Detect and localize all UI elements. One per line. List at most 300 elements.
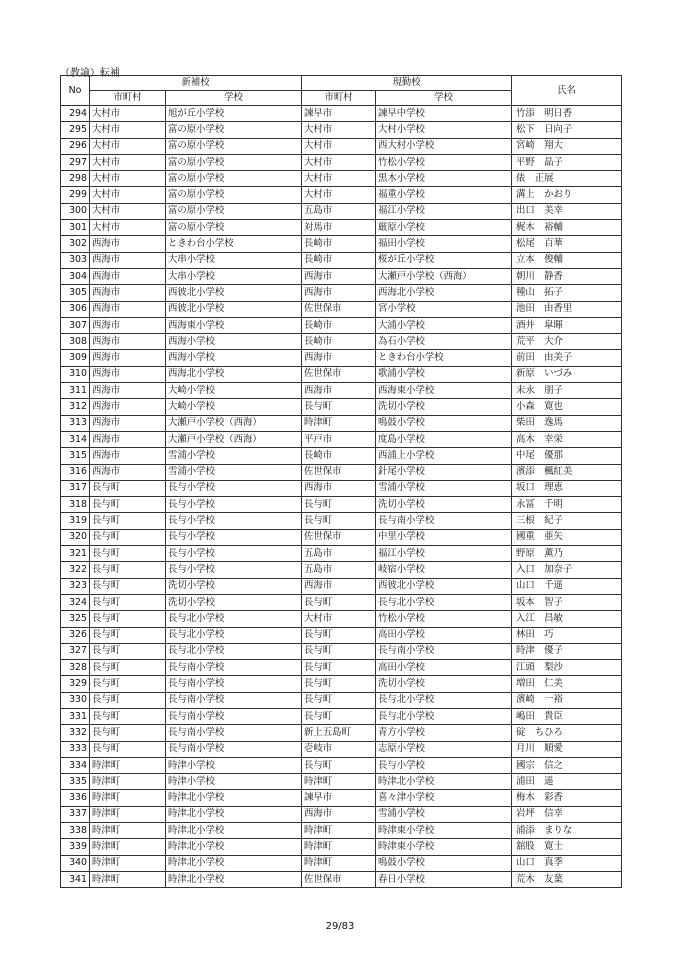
table-row <box>61 871 622 887</box>
header-new-school-name: 学校 <box>166 91 302 106</box>
current-municipality-cell: 西海市 <box>302 806 376 822</box>
current-municipality-cell: 長与町 <box>302 513 376 529</box>
new-municipality-cell: 長与町 <box>90 562 166 578</box>
teacher-name-cell: 立本 俊輔 <box>512 252 622 268</box>
new-school-cell: 雪浦小学校 <box>166 464 302 480</box>
row-no-cell: 301 <box>61 220 90 236</box>
current-municipality-cell: 時津町 <box>302 823 376 839</box>
new-school-cell: 長与南小学校 <box>166 660 302 676</box>
current-municipality-cell: 長与町 <box>302 594 376 610</box>
new-school-cell: 長与小学校 <box>166 562 302 578</box>
table-row <box>61 301 622 317</box>
current-school-cell: 黒木小学校 <box>376 171 512 187</box>
new-school-cell: 時津小学校 <box>166 774 302 790</box>
table-row <box>61 643 622 659</box>
new-municipality-cell: 西海市 <box>90 350 166 366</box>
table-row <box>61 122 622 138</box>
teacher-name-cell: 舘股 寛士 <box>512 839 622 855</box>
table-row <box>61 464 622 480</box>
current-school-cell: 時津北小学校 <box>376 774 512 790</box>
new-school-cell: 富の原小学校 <box>166 122 302 138</box>
row-no-cell: 317 <box>61 480 90 496</box>
current-school-cell: 雪浦小学校 <box>376 806 512 822</box>
table-row <box>61 578 622 594</box>
current-municipality-cell: 大村市 <box>302 187 376 203</box>
current-school-cell: 鳴鼓小学校 <box>376 415 512 431</box>
row-no-cell: 340 <box>61 855 90 871</box>
new-municipality-cell: 長与町 <box>90 741 166 757</box>
current-school-cell: 厳原小学校 <box>376 220 512 236</box>
table-row <box>61 855 622 871</box>
row-no-cell: 319 <box>61 513 90 529</box>
current-municipality-cell: 長与町 <box>302 497 376 513</box>
teacher-name-cell: 新原 いづみ <box>512 366 622 382</box>
table-row <box>61 823 622 839</box>
new-municipality-cell: 長与町 <box>90 497 166 513</box>
teacher-name-cell: 碇 ちひろ <box>512 725 622 741</box>
new-school-cell: 大崎小学校 <box>166 383 302 399</box>
row-no-cell: 321 <box>61 546 90 562</box>
teacher-name-cell: 末永 朋子 <box>512 383 622 399</box>
current-school-cell: 西大村小学校 <box>376 138 512 154</box>
new-school-cell: 長与南小学校 <box>166 708 302 724</box>
teacher-name-cell: 荒平 大介 <box>512 334 622 350</box>
new-school-cell: 大瀬戸小学校（西海） <box>166 431 302 447</box>
new-school-cell: 時津北小学校 <box>166 823 302 839</box>
teacher-name-cell: 平野 晶子 <box>512 154 622 170</box>
current-municipality-cell: 佐世保市 <box>302 366 376 382</box>
teacher-name-cell: 浦添 まりな <box>512 823 622 839</box>
new-school-cell: 富の原小学校 <box>166 138 302 154</box>
teacher-name-cell: 國重 亜矢 <box>512 529 622 545</box>
teacher-name-cell: 出口 美幸 <box>512 203 622 219</box>
current-municipality-cell: 西海市 <box>302 350 376 366</box>
table-row <box>61 236 622 252</box>
new-school-cell: 時津北小学校 <box>166 790 302 806</box>
teacher-name-cell: 嶋田 貴臣 <box>512 708 622 724</box>
current-school-cell: 青方小学校 <box>376 725 512 741</box>
current-school-cell: 長与南小学校 <box>376 513 512 529</box>
table-row <box>61 627 622 643</box>
teacher-name-cell: 柴田 逸馬 <box>512 415 622 431</box>
row-no-cell: 303 <box>61 252 90 268</box>
row-no-cell: 333 <box>61 741 90 757</box>
row-no-cell: 307 <box>61 317 90 333</box>
current-school-cell: 針尾小学校 <box>376 464 512 480</box>
new-municipality-cell: 長与町 <box>90 643 166 659</box>
current-municipality-cell: 壱岐市 <box>302 741 376 757</box>
current-school-cell: 長与北小学校 <box>376 594 512 610</box>
teacher-name-cell: 山口 真季 <box>512 855 622 871</box>
new-school-cell: 雪浦小学校 <box>166 448 302 464</box>
row-no-cell: 334 <box>61 757 90 773</box>
current-municipality-cell: 諫早市 <box>302 106 376 122</box>
current-municipality-cell: 西海市 <box>302 268 376 284</box>
current-school-cell: 福江小学校 <box>376 203 512 219</box>
current-municipality-cell: 諫早市 <box>302 790 376 806</box>
new-school-cell: 富の原小学校 <box>166 187 302 203</box>
teacher-name-cell: 永冨 千明 <box>512 497 622 513</box>
current-school-cell: 岐宿小学校 <box>376 562 512 578</box>
table-row <box>61 839 622 855</box>
current-school-cell: 桜が丘小学校 <box>376 252 512 268</box>
new-school-cell: 旭が丘小学校 <box>166 106 302 122</box>
current-municipality-cell: 時津町 <box>302 855 376 871</box>
new-municipality-cell: 西海市 <box>90 301 166 317</box>
teacher-name-cell: 入江 昌敏 <box>512 611 622 627</box>
header-new-school: 新補校 <box>90 76 302 91</box>
row-no-cell: 305 <box>61 285 90 301</box>
table-row <box>61 383 622 399</box>
row-no-cell: 302 <box>61 236 90 252</box>
row-no-cell: 315 <box>61 448 90 464</box>
current-municipality-cell: 長与町 <box>302 627 376 643</box>
current-school-cell: 洗切小学校 <box>376 497 512 513</box>
new-school-cell: 洗切小学校 <box>166 578 302 594</box>
new-school-cell: 長与小学校 <box>166 513 302 529</box>
teacher-name-cell: 月川 順愛 <box>512 741 622 757</box>
current-municipality-cell: 大村市 <box>302 611 376 627</box>
current-school-cell: 喜々津小学校 <box>376 790 512 806</box>
new-school-cell: 長与南小学校 <box>166 692 302 708</box>
row-no-cell: 322 <box>61 562 90 578</box>
new-municipality-cell: 長与町 <box>90 480 166 496</box>
new-school-cell: 西彼北小学校 <box>166 285 302 301</box>
current-school-cell: 春日小学校 <box>376 871 512 887</box>
current-municipality-cell: 長崎市 <box>302 334 376 350</box>
current-municipality-cell: 長与町 <box>302 660 376 676</box>
teacher-name-cell: 江頭 梨沙 <box>512 660 622 676</box>
new-school-cell: 富の原小学校 <box>166 171 302 187</box>
new-municipality-cell: 時津町 <box>90 757 166 773</box>
current-municipality-cell: 長与町 <box>302 399 376 415</box>
current-municipality-cell: 新上五島町 <box>302 725 376 741</box>
new-municipality-cell: 長与町 <box>90 725 166 741</box>
page-caption: （教諭）転補 <box>60 68 120 79</box>
current-school-cell: 福江小学校 <box>376 546 512 562</box>
current-school-cell: 福田小学校 <box>376 236 512 252</box>
new-municipality-cell: 西海市 <box>90 317 166 333</box>
new-municipality-cell: 長与町 <box>90 546 166 562</box>
row-no-cell: 310 <box>61 366 90 382</box>
table-row <box>61 317 622 333</box>
table-row <box>61 513 622 529</box>
new-school-cell: 西海小学校 <box>166 334 302 350</box>
teacher-name-cell: 入口 加奈子 <box>512 562 622 578</box>
row-no-cell: 338 <box>61 823 90 839</box>
new-municipality-cell: 長与町 <box>90 513 166 529</box>
new-municipality-cell: 西海市 <box>90 415 166 431</box>
new-school-cell: 長与北小学校 <box>166 611 302 627</box>
row-no-cell: 326 <box>61 627 90 643</box>
table-row <box>61 546 622 562</box>
new-municipality-cell: 時津町 <box>90 823 166 839</box>
current-municipality-cell: 西海市 <box>302 480 376 496</box>
row-no-cell: 297 <box>61 154 90 170</box>
table-row <box>61 594 622 610</box>
new-municipality-cell: 時津町 <box>90 790 166 806</box>
table-row <box>61 676 622 692</box>
new-school-cell: 長与北小学校 <box>166 627 302 643</box>
new-municipality-cell: 西海市 <box>90 448 166 464</box>
row-no-cell: 332 <box>61 725 90 741</box>
current-school-cell: 洗切小学校 <box>376 676 512 692</box>
page-number: 29/83 <box>325 921 355 932</box>
current-municipality-cell: 五島市 <box>302 203 376 219</box>
new-municipality-cell: 大村市 <box>90 154 166 170</box>
current-municipality-cell: 長崎市 <box>302 448 376 464</box>
new-school-cell: 長与小学校 <box>166 529 302 545</box>
teacher-name-cell: 松尾 百華 <box>512 236 622 252</box>
row-no-cell: 295 <box>61 122 90 138</box>
new-municipality-cell: 西海市 <box>90 431 166 447</box>
header-no: No <box>61 76 90 106</box>
table-row <box>61 708 622 724</box>
current-school-cell: 高田小学校 <box>376 627 512 643</box>
table-row <box>61 366 622 382</box>
new-municipality-cell: 時津町 <box>90 855 166 871</box>
new-municipality-cell: 大村市 <box>90 220 166 236</box>
new-municipality-cell: 長与町 <box>90 578 166 594</box>
row-no-cell: 308 <box>61 334 90 350</box>
teacher-name-cell: 種山 拓子 <box>512 285 622 301</box>
new-school-cell: 時津北小学校 <box>166 806 302 822</box>
row-no-cell: 306 <box>61 301 90 317</box>
new-municipality-cell: 大村市 <box>90 106 166 122</box>
transfer-table <box>60 75 622 888</box>
current-school-cell: 鳴鼓小学校 <box>376 855 512 871</box>
new-municipality-cell: 長与町 <box>90 676 166 692</box>
table-row <box>61 252 622 268</box>
row-no-cell: 331 <box>61 708 90 724</box>
current-school-cell: 為石小学校 <box>376 334 512 350</box>
row-no-cell: 311 <box>61 383 90 399</box>
table-row <box>61 171 622 187</box>
current-municipality-cell: 長与町 <box>302 692 376 708</box>
current-school-cell: 時津東小学校 <box>376 823 512 839</box>
table-row <box>61 497 622 513</box>
current-municipality-cell: 佐世保市 <box>302 301 376 317</box>
teacher-name-cell: 中尾 優那 <box>512 448 622 464</box>
current-municipality-cell: 佐世保市 <box>302 871 376 887</box>
teacher-name-cell: 山口 千遥 <box>512 578 622 594</box>
teacher-name-cell: 俵 正展 <box>512 171 622 187</box>
new-school-cell: 長与南小学校 <box>166 725 302 741</box>
current-municipality-cell: 長崎市 <box>302 252 376 268</box>
current-municipality-cell: 平戸市 <box>302 431 376 447</box>
current-school-cell: 時津東小学校 <box>376 839 512 855</box>
current-municipality-cell: 長与町 <box>302 643 376 659</box>
current-school-cell: 中里小学校 <box>376 529 512 545</box>
new-school-cell: 長与南小学校 <box>166 741 302 757</box>
teacher-name-cell: 浦田 遥 <box>512 774 622 790</box>
current-municipality-cell: 時津町 <box>302 415 376 431</box>
row-no-cell: 335 <box>61 774 90 790</box>
table-row <box>61 529 622 545</box>
current-school-cell: 西浦上小学校 <box>376 448 512 464</box>
row-no-cell: 316 <box>61 464 90 480</box>
new-municipality-cell: 時津町 <box>90 871 166 887</box>
current-municipality-cell: 長崎市 <box>302 317 376 333</box>
teacher-name-cell: 荒木 友葉 <box>512 871 622 887</box>
table-row <box>61 562 622 578</box>
row-no-cell: 325 <box>61 611 90 627</box>
current-municipality-cell: 長与町 <box>302 708 376 724</box>
table-row <box>61 741 622 757</box>
teacher-name-cell: 高木 幸栄 <box>512 431 622 447</box>
current-municipality-cell: 西海市 <box>302 578 376 594</box>
row-no-cell: 296 <box>61 138 90 154</box>
current-school-cell: 福重小学校 <box>376 187 512 203</box>
current-school-cell: 志原小学校 <box>376 741 512 757</box>
row-no-cell: 341 <box>61 871 90 887</box>
table-row <box>61 399 622 415</box>
teacher-name-cell: 小森 寛也 <box>512 399 622 415</box>
teacher-name-cell: 梅木 彩香 <box>512 790 622 806</box>
current-school-cell: 西彼北小学校 <box>376 578 512 594</box>
header-row-top <box>61 76 622 91</box>
teacher-name-cell: 増田 仁美 <box>512 676 622 692</box>
row-no-cell: 313 <box>61 415 90 431</box>
teacher-name-cell: 國宗 信之 <box>512 757 622 773</box>
new-municipality-cell: 西海市 <box>90 252 166 268</box>
table-row <box>61 790 622 806</box>
new-municipality-cell: 大村市 <box>90 171 166 187</box>
table-row <box>61 415 622 431</box>
current-municipality-cell: 長与町 <box>302 676 376 692</box>
header-current-school-name: 学校 <box>376 91 512 106</box>
table-row <box>61 138 622 154</box>
table-row <box>61 692 622 708</box>
row-no-cell: 323 <box>61 578 90 594</box>
table-row <box>61 203 622 219</box>
table-body <box>61 106 622 888</box>
new-school-cell: 時津北小学校 <box>166 871 302 887</box>
current-school-cell: 高田小学校 <box>376 660 512 676</box>
row-no-cell: 336 <box>61 790 90 806</box>
row-no-cell: 312 <box>61 399 90 415</box>
current-school-cell: 宮小学校 <box>376 301 512 317</box>
current-school-cell: 洗切小学校 <box>376 399 512 415</box>
current-municipality-cell: 長与町 <box>302 757 376 773</box>
current-school-cell: 竹松小学校 <box>376 611 512 627</box>
table-row <box>61 480 622 496</box>
new-municipality-cell: 西海市 <box>90 236 166 252</box>
row-no-cell: 324 <box>61 594 90 610</box>
row-no-cell: 329 <box>61 676 90 692</box>
new-municipality-cell: 長与町 <box>90 692 166 708</box>
current-school-cell: 長与南小学校 <box>376 643 512 659</box>
new-school-cell: 西海小学校 <box>166 350 302 366</box>
current-municipality-cell: 長崎市 <box>302 236 376 252</box>
row-no-cell: 328 <box>61 660 90 676</box>
teacher-name-cell: 岩坪 信幸 <box>512 806 622 822</box>
teacher-name-cell: 林田 巧 <box>512 627 622 643</box>
new-school-cell: 大瀬戸小学校（西海） <box>166 415 302 431</box>
current-school-cell: 諫早中学校 <box>376 106 512 122</box>
new-municipality-cell: 大村市 <box>90 203 166 219</box>
current-school-cell: 雪浦小学校 <box>376 480 512 496</box>
new-school-cell: 長与南小学校 <box>166 676 302 692</box>
new-municipality-cell: 長与町 <box>90 594 166 610</box>
teacher-name-cell: 坂本 智子 <box>512 594 622 610</box>
table-row <box>61 106 622 122</box>
row-no-cell: 298 <box>61 171 90 187</box>
current-municipality-cell: 五島市 <box>302 546 376 562</box>
header-current-municipality: 市町村 <box>302 91 376 106</box>
new-municipality-cell: 長与町 <box>90 529 166 545</box>
new-school-cell: 時津北小学校 <box>166 839 302 855</box>
current-municipality-cell: 大村市 <box>302 122 376 138</box>
current-school-cell: ときわ台小学校 <box>376 350 512 366</box>
current-municipality-cell: 大村市 <box>302 154 376 170</box>
current-municipality-cell: 西海市 <box>302 285 376 301</box>
new-school-cell: 長与北小学校 <box>166 643 302 659</box>
new-municipality-cell: 長与町 <box>90 660 166 676</box>
new-municipality-cell: 時津町 <box>90 806 166 822</box>
current-municipality-cell: 五島市 <box>302 562 376 578</box>
new-municipality-cell: 長与町 <box>90 708 166 724</box>
new-school-cell: 長与小学校 <box>166 546 302 562</box>
row-no-cell: 299 <box>61 187 90 203</box>
new-school-cell: ときわ台小学校 <box>166 236 302 252</box>
header-name: 氏名 <box>512 76 622 106</box>
new-school-cell: 富の原小学校 <box>166 203 302 219</box>
current-municipality-cell: 大村市 <box>302 138 376 154</box>
new-municipality-cell: 西海市 <box>90 383 166 399</box>
new-municipality-cell: 大村市 <box>90 138 166 154</box>
teacher-name-cell: 池田 由香里 <box>512 301 622 317</box>
new-school-cell: 西彼北小学校 <box>166 301 302 317</box>
teacher-name-cell: 野原 薫乃 <box>512 546 622 562</box>
teacher-name-cell: 三根 紀子 <box>512 513 622 529</box>
teacher-name-cell: 前田 由美子 <box>512 350 622 366</box>
row-no-cell: 309 <box>61 350 90 366</box>
header-current-school: 現勤校 <box>302 76 512 91</box>
new-municipality-cell: 長与町 <box>90 627 166 643</box>
current-municipality-cell: 時津町 <box>302 774 376 790</box>
current-school-cell: 大村小学校 <box>376 122 512 138</box>
new-school-cell: 西海北小学校 <box>166 366 302 382</box>
table-row <box>61 757 622 773</box>
new-municipality-cell: 西海市 <box>90 285 166 301</box>
header-new-municipality: 市町村 <box>90 91 166 106</box>
current-municipality-cell: 大村市 <box>302 171 376 187</box>
current-municipality-cell: 西海市 <box>302 383 376 399</box>
teacher-name-cell: 松下 日向子 <box>512 122 622 138</box>
new-school-cell: 大串小学校 <box>166 252 302 268</box>
table-row <box>61 285 622 301</box>
table-row <box>61 660 622 676</box>
table-row <box>61 448 622 464</box>
new-municipality-cell: 西海市 <box>90 366 166 382</box>
current-school-cell: 度島小学校 <box>376 431 512 447</box>
teacher-name-cell: 濱崎 一裕 <box>512 692 622 708</box>
teacher-name-cell: 梶木 裕輔 <box>512 220 622 236</box>
table-row <box>61 154 622 170</box>
row-no-cell: 318 <box>61 497 90 513</box>
current-school-cell: 竹松小学校 <box>376 154 512 170</box>
table-row <box>61 725 622 741</box>
new-municipality-cell: 時津町 <box>90 774 166 790</box>
new-school-cell: 大崎小学校 <box>166 399 302 415</box>
new-municipality-cell: 西海市 <box>90 268 166 284</box>
new-school-cell: 富の原小学校 <box>166 154 302 170</box>
new-school-cell: 長与小学校 <box>166 480 302 496</box>
current-school-cell: 大瀬戸小学校（西海） <box>376 268 512 284</box>
current-school-cell: 西海北小学校 <box>376 285 512 301</box>
row-no-cell: 330 <box>61 692 90 708</box>
